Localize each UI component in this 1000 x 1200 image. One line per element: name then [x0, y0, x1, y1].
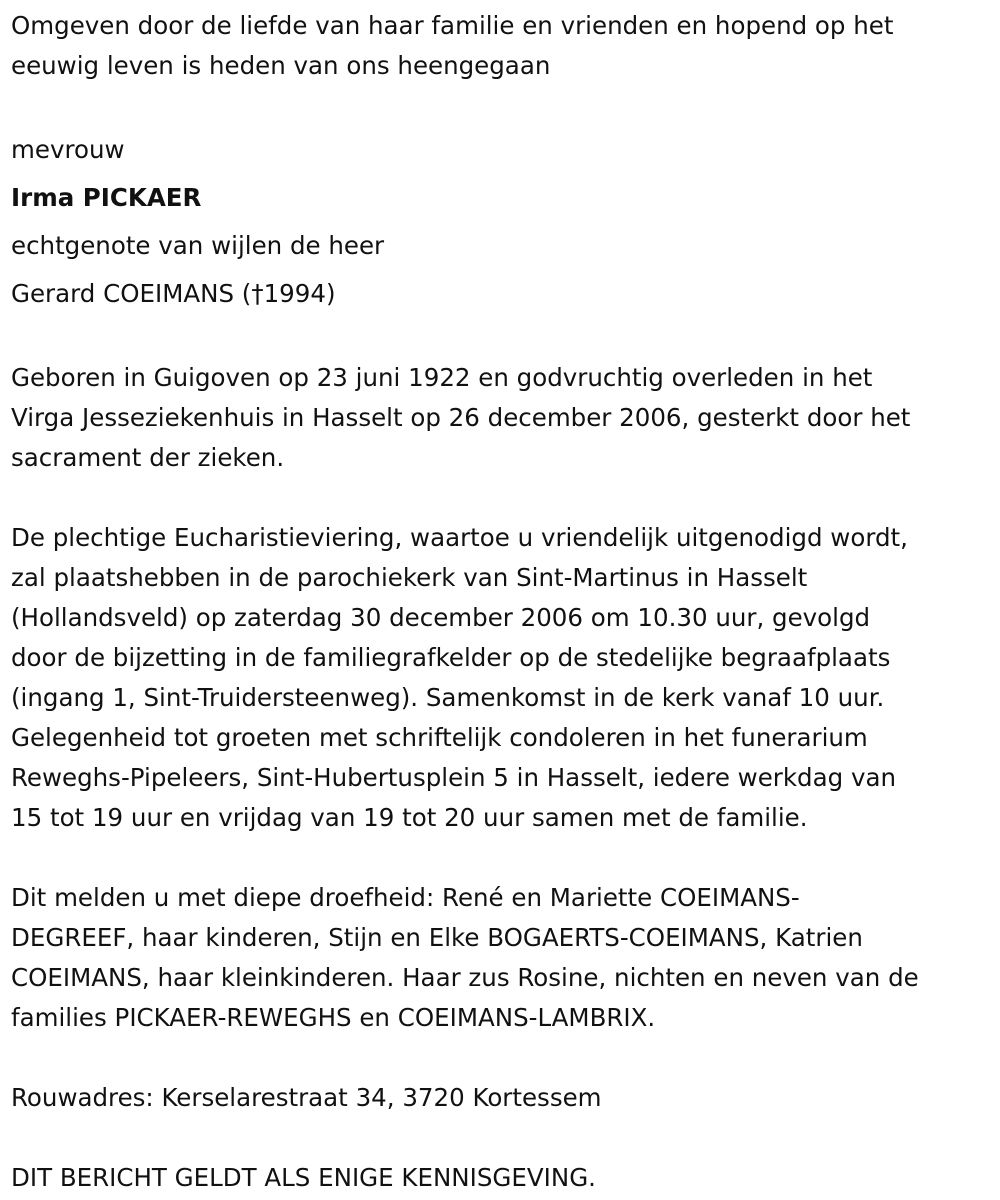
- intro-paragraph: [11, 6, 1000, 86]
- notice: DIT BERICHT GELDT ALS ENIGE KENNISGEVING.: [11, 1163, 596, 1192]
- text-line: eeuwig leven is heden van ons heengegaan: [11, 51, 551, 80]
- text-line: (Hollandsveld) op zaterdag 30 december 2006 om 10.30 uur, gevolgd: [11, 603, 871, 632]
- mourning-address: Rouwadres: Kerselarestraat 34, 3720 Kortessem: [11, 1083, 602, 1112]
- text-line: DEGREEF, haar kinderen, Stijn en Elke BOGAERTS-COEIMANS, Katrien: [11, 923, 863, 952]
- text-line: door de bijzetting in de familiegrafkelder op de stedelijke begraafplaats: [11, 643, 891, 672]
- text-line: zal plaatshebben in de parochiekerk van Sint-Martinus in Hasselt: [11, 563, 808, 592]
- text-line: COEIMANS, haar kleinkinderen. Haar zus Rosine, nichten en neven van de: [11, 963, 919, 992]
- text-line: 15 tot 19 uur en vrijdag van 19 tot 20 uur samen met de familie.: [11, 803, 808, 832]
- spouse-label: echtgenote van wijlen de heer: [11, 231, 385, 260]
- spouse-name: Gerard COEIMANS (†1994): [11, 279, 336, 308]
- deceased-name: Irma PICKAER: [11, 183, 202, 212]
- text-line: Reweghs-Pipeleers, Sint-Hubertusplein 5 in Hasselt, iedere werkdag van: [11, 763, 897, 792]
- text-line: De plechtige Eucharistieviering, waartoe u vriendelijk uitgenodigd wordt,: [11, 523, 908, 552]
- text-line: (ingang 1, Sint-Truidersteenweg). Samenkomst in de kerk vanaf 10 uur.: [11, 683, 885, 712]
- birth-death-paragraph: [11, 358, 1000, 478]
- text-line: sacrament der zieken.: [11, 443, 285, 472]
- text-line: Omgeven door de liefde van haar familie en vrienden en hopend op het: [11, 11, 894, 40]
- title: mevrouw: [11, 135, 125, 164]
- ceremony-paragraph: [11, 518, 1000, 838]
- text-line: families PICKAER-REWEGHS en COEIMANS-LAMBRIX.: [11, 1003, 656, 1032]
- family-paragraph: [11, 878, 1000, 1038]
- text-line: Virga Jesseziekenhuis in Hasselt op 26 december 2006, gesterkt door het: [11, 403, 911, 432]
- text-line: Gelegenheid tot groeten met schriftelijk condoleren in het funerarium: [11, 723, 868, 752]
- text-line: Dit melden u met diepe droefheid: René en Mariette COEIMANS-: [11, 883, 800, 912]
- text-line: Geboren in Guigoven op 23 juni 1922 en godvruchtig overleden in het: [11, 363, 873, 392]
